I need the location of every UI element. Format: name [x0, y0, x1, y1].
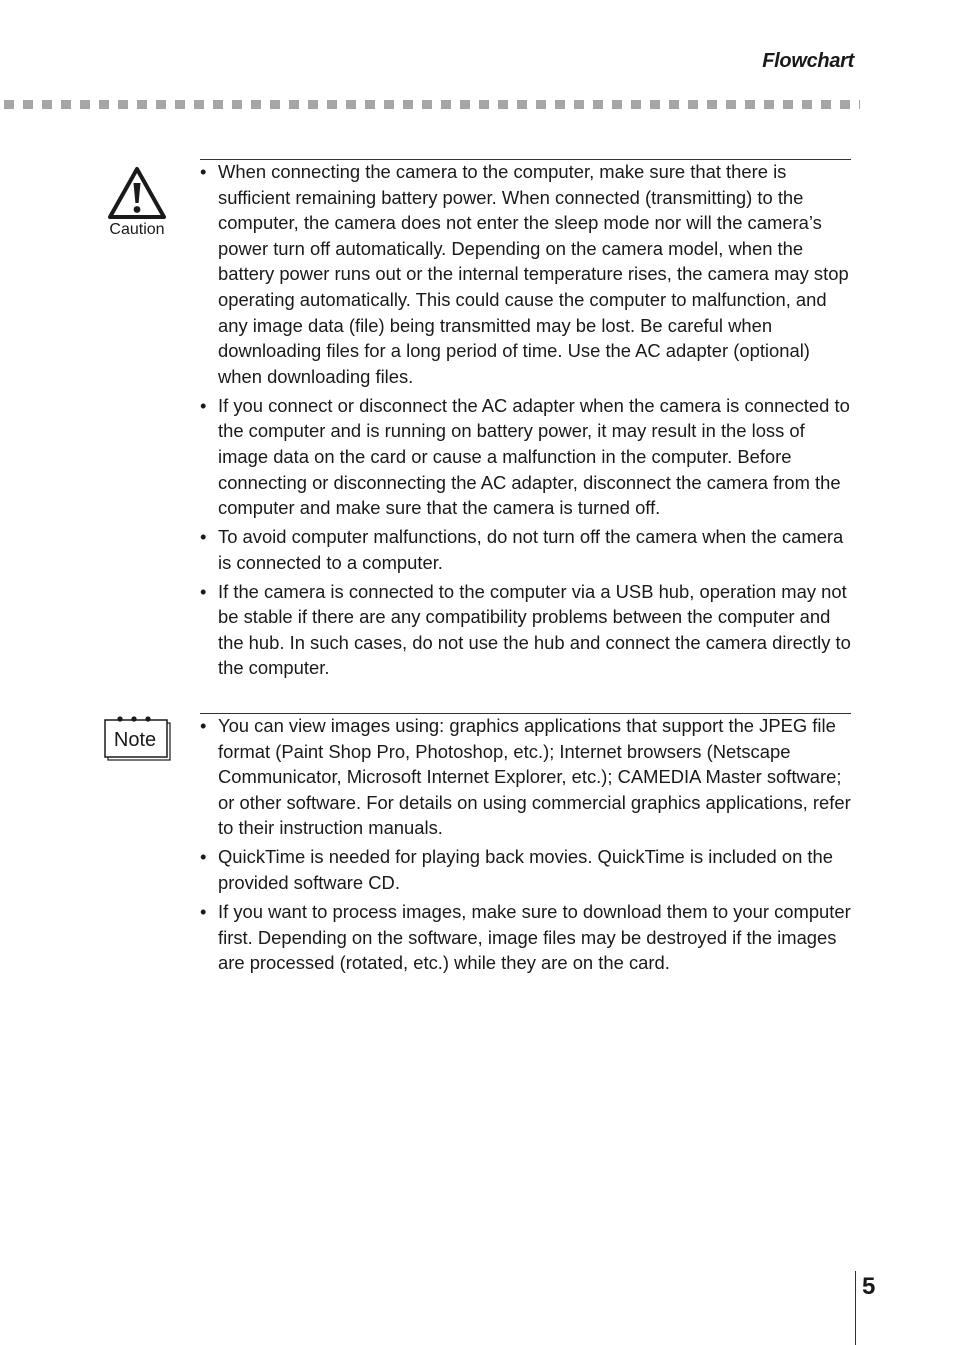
caution-block-icon — [102, 166, 172, 242]
note-item: • QuickTime is needed for playing back movies. QuickTime is included on the provided software CD. — [200, 844, 851, 895]
caution-item: • If you connect or disconnect the AC adapter when the camera is connected to the computer and is running on battery power, it may result in the loss of image data on the card or cause a malfunction in the computer. Before connecting or disconnecting the AC adapter, disconnect the camera from the computer and make sure that the camera is turned off. — [200, 393, 851, 521]
note-item: • If you want to process images, make sure to download them to your computer first. Depending on the software, image files may be destroyed if the images are processed (rotated, etc.) while they are on the card. — [200, 899, 851, 976]
note-pad-icon — [102, 714, 172, 764]
caution-list — [200, 159, 851, 681]
caution-item: • If the camera is connected to the computer via a USB hub, operation may not be stable if there are any compatibility problems between the computer and the hub. In such cases, do not use the hub and connect the camera directly to the computer. — [200, 579, 851, 681]
caution-item: • When connecting the camera to the computer, make sure that there is sufficient remaining battery power. When connected (transmitting) to the computer, the camera does not enter the sleep mode nor will the camera’s power turn off automatically. Depending on the camera model, when the battery power runs out or the internal temperature rises, the camera may stop operating automatically. This could cause the computer to malfunction, and any image data (file) being transmitted may be lost. Be careful when downloading files for a long period of time. Use the AC adapter (optional) when downloading files. — [200, 159, 851, 389]
note-list — [200, 713, 851, 976]
caution-triangle-icon — [107, 166, 167, 220]
note-block-icon — [102, 714, 172, 764]
page-number-rule — [855, 1271, 856, 1345]
page-number: 5 — [862, 1273, 876, 1300]
note-label: Note — [113, 729, 157, 751]
note-item: • You can view images using: graphics applications that support the JPEG file format (Paint Shop Pro, Photoshop, etc.); Internet browsers (Netscape Communicator, Microsoft Internet Explorer, etc.); CAMEDIA Master software; or other software. For details on using commercial graphics applications, refer to their instruction manuals. — [200, 713, 851, 841]
caution-section — [200, 159, 851, 684]
caution-label: Caution — [109, 221, 165, 238]
page-header-title: Flowchart — [762, 50, 854, 72]
dashed-header-rule — [4, 100, 860, 109]
caution-item: • To avoid computer malfunctions, do not turn off the camera when the camera is connected to a computer. — [200, 524, 851, 575]
note-section — [200, 713, 851, 979]
